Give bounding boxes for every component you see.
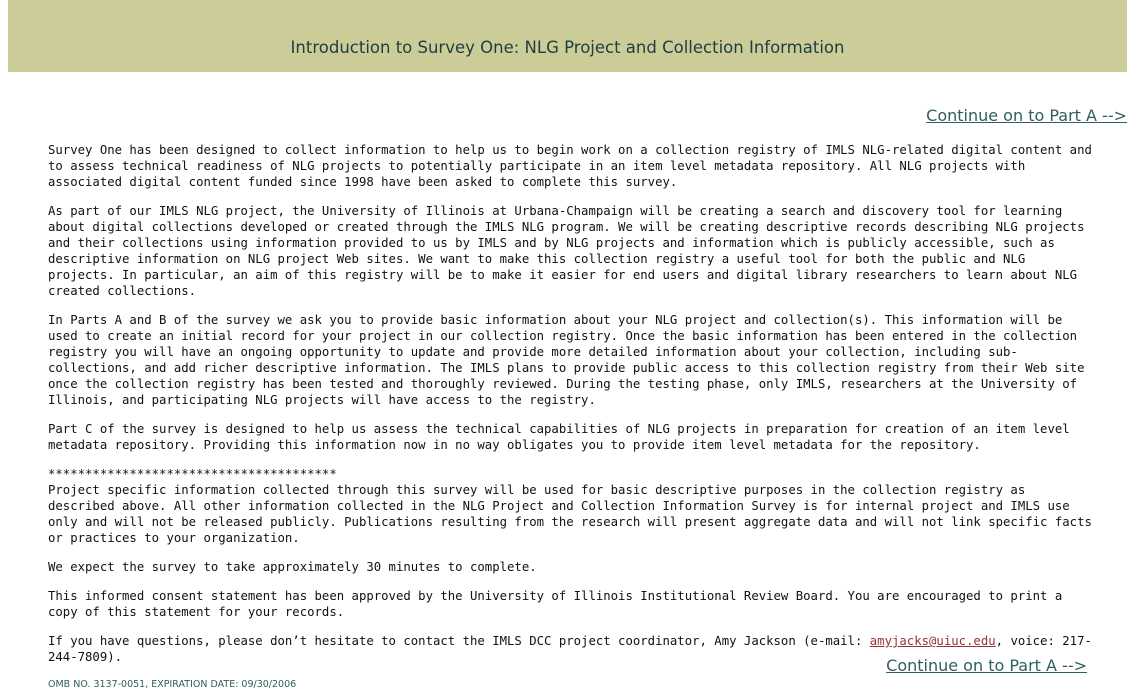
intro-content bbox=[48, 142, 1093, 693]
contact-email-link[interactable]: amyjacks@uiuc.edu bbox=[869, 634, 996, 648]
omb-number: OMB NO. 3137-0051, EXPIRATION DATE: 09/30/2006 bbox=[48, 679, 297, 690]
intro-paragraph-registry: As part of our IMLS NLG project, the University of Illinois at Urbana-Champaign will be creating a search and discovery tool for learning about digital collections developed or created through the IMLS NLG program. We will be creating descriptive records describing NLG projects and their collections using information provided to us by IMLS and by NLG projects and information which is publicly accessible, such as descriptive information on NLG project Web sites. We want to make this collection registry a useful tool for both the public and NLG projects. In particular, an aim of this registry will be to make it easier for end users and digital library researchers to learn about NLG created collections. bbox=[48, 204, 1085, 298]
contact-text-after: , voice: 217-244-7809). bbox=[48, 634, 1092, 664]
intro-paragraph-parts-a-b: In Parts A and B of the survey we ask you to provide basic information about your NLG project and collection(s). This information will be used to create an initial record for your project in our collection registry. Once the basic information has been entered in the collection registry you will have an ongoing opportunity to update and provide more detailed information about your collection, including sub-collections, and add richer descriptive information. The IMLS plans to provide public access to this collection registry from their Web site once the collection registry has been tested and thoroughly reviewed. During the testing phase, only IMLS, researchers at the University of Illinois, and participating NLG projects will have access to the registry. bbox=[48, 313, 1085, 407]
intro-paragraph-time-estimate: We expect the survey to take approximately 30 minutes to complete. bbox=[48, 560, 537, 574]
intro-paragraph-part-c: Part C of the survey is designed to help us assess the technical capabilities of NLG projects in preparation for creation of an item level metadata repository. Providing this information now in no way obligates you to provide item level metadata for the repository. bbox=[48, 422, 1070, 452]
continue-to-part-a-link-top[interactable]: Continue on to Part A --> bbox=[926, 106, 1127, 125]
continue-to-part-a-link-bottom[interactable]: Continue on to Part A --> bbox=[886, 656, 1087, 675]
intro-paragraph-purpose: Survey One has been designed to collect information to help us to begin work on a collection registry of IMLS NLG-related digital content and to assess technical readiness of NLG projects to potentially participate in an item level metadata repository. All NLG projects with associated digital content funded since 1998 have been asked to complete this survey. bbox=[48, 143, 1092, 189]
intro-paragraph-consent: This informed consent statement has been approved by the University of Illinois Institutional Review Board. You are encouraged to print a copy of this statement for your records. bbox=[48, 589, 1063, 619]
header-band bbox=[8, 0, 1127, 72]
contact-text-before: If you have questions, please don’t hesitate to contact the IMLS DCC project coordinator, Amy Jackson (e-mail: bbox=[48, 634, 870, 648]
intro-paragraph-privacy: Project specific information collected through this survey will be used for basic descriptive purposes in the collection registry as described above. All other information collected in the NLG Project and Collection Information Survey is for internal project and IMLS use only and will not be released publicly. Publications resulting from the research will present aggregate data and will not link specific facts or practices to your organization. bbox=[48, 483, 1092, 545]
page-title: Introduction to Survey One: NLG Project and Collection Information bbox=[290, 38, 845, 57]
stars-divider: *************************************** bbox=[48, 467, 337, 481]
